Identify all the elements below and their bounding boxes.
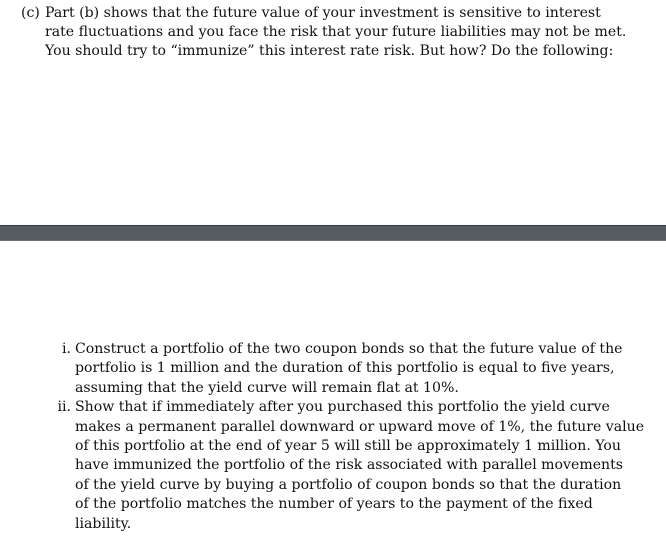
list-item-line: of the yield curve by buying a portfolio of coupon bonds so that the duration <box>75 476 622 493</box>
list-item-line: of this portfolio at the end of year 5 will still be approximately 1 million. You <box>75 438 621 455</box>
part-c-paragraph <box>21 4 627 62</box>
list-item-ii <box>47 398 645 534</box>
list-item-line: makes a permanent parallel downward or upward move of 1%, the future value <box>75 418 645 435</box>
part-c-line-3: You should try to “immunize” this interest rate risk. But how? Do the following: <box>45 43 614 60</box>
part-c-line-2: rate fluctuations and you face the risk that your future liabilities may not be met. <box>45 24 627 41</box>
list-item-line: liability. <box>75 515 132 532</box>
list-item-number: i. <box>62 341 71 357</box>
list-item-line: assuming that the yield curve will remain flat at 10%. <box>75 379 459 396</box>
section-divider-bar <box>0 225 666 241</box>
part-c-line-1-text: Part (b) shows that the future value of your investment is sensitive to interest <box>45 5 601 21</box>
list-item-line: Show that if immediately after you purchased this portfolio the yield curve <box>75 399 610 416</box>
list-item-line: portfolio is 1 million and the duration of this portfolio is equal to five years, <box>75 360 615 377</box>
instruction-list <box>47 340 645 534</box>
part-c-label: (c) <box>21 5 40 21</box>
list-item-i <box>47 340 623 398</box>
list-item-number: ii. <box>57 399 71 416</box>
part-c-line-1 <box>21 4 601 23</box>
list-item-line: have immunized the portfolio of the risk associated with parallel movements <box>75 457 624 474</box>
list-item-line: of the portfolio matches the number of years to the payment of the fixed <box>75 496 593 513</box>
list-item-line: Construct a portfolio of the two coupon bonds so that the future value of the <box>75 341 623 357</box>
